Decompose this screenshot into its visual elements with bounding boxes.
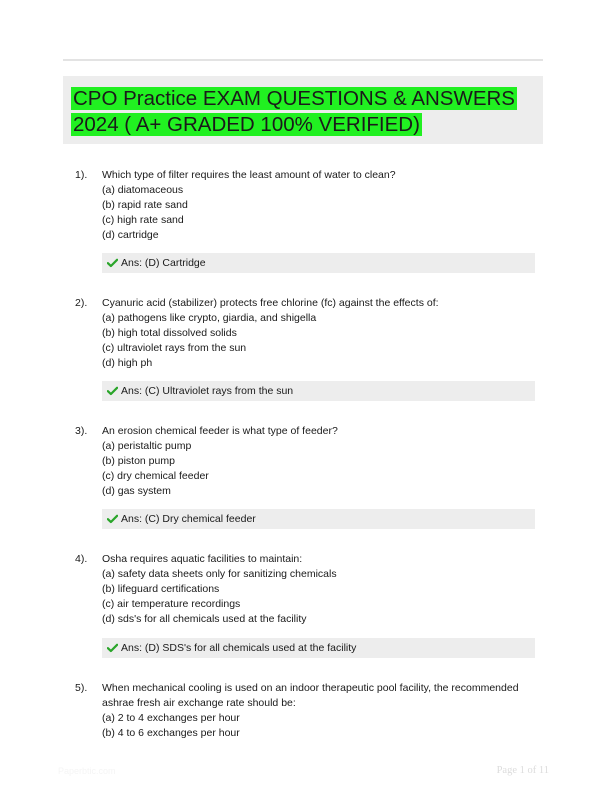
answer-box bbox=[102, 638, 535, 658]
title-line-1: CPO Practice EXAM QUESTIONS & ANSWERS bbox=[73, 87, 515, 110]
top-divider bbox=[63, 59, 543, 61]
title-banner bbox=[63, 76, 543, 144]
question-number: 3). bbox=[75, 425, 88, 437]
option-a: (a) pathogens like crypto, giardia, and shigella bbox=[102, 312, 317, 324]
option-b: (b) 4 to 6 exchanges per hour bbox=[102, 727, 240, 739]
answer-text: Ans: (C) Ultraviolet rays from the sun bbox=[121, 385, 294, 397]
footer-site-watermark: Paperbtic.com bbox=[58, 766, 116, 776]
answer-box bbox=[102, 381, 535, 401]
option-a: (a) 2 to 4 exchanges per hour bbox=[102, 712, 240, 724]
option-d: (d) cartridge bbox=[102, 229, 159, 241]
option-a: (a) peristaltic pump bbox=[102, 440, 192, 452]
answer-box bbox=[102, 509, 535, 529]
question-number: 2). bbox=[75, 297, 88, 309]
option-a: (a) safety data sheets only for sanitizing chemicals bbox=[102, 568, 337, 580]
title-line-2: 2024 ( A+ GRADED 100% VERIFIED) bbox=[73, 113, 420, 136]
question-number: 5). bbox=[75, 682, 88, 694]
answer-text: Ans: (D) Cartridge bbox=[121, 257, 206, 269]
option-b: (b) lifeguard certifications bbox=[102, 583, 220, 595]
page-title bbox=[71, 86, 531, 138]
option-d: (d) high ph bbox=[102, 357, 153, 369]
option-b: (b) piston pump bbox=[102, 455, 175, 467]
answer-text: Ans: (D) SDS's for all chemicals used at the facility bbox=[121, 642, 357, 654]
answer-box bbox=[102, 253, 535, 273]
question-stem: Cyanuric acid (stabilizer) protects free chlorine (fc) against the effects of: bbox=[102, 297, 439, 309]
option-c: (c) air temperature recordings bbox=[102, 598, 241, 610]
option-b: (b) rapid rate sand bbox=[102, 199, 188, 211]
check-icon bbox=[107, 514, 118, 524]
answer-text: Ans: (C) Dry chemical feeder bbox=[121, 513, 256, 525]
option-d: (d) sds's for all chemicals used at the facility bbox=[102, 613, 307, 625]
question-number: 1). bbox=[75, 169, 88, 181]
option-b: (b) high total dissolved solids bbox=[102, 327, 237, 339]
question-stem-line-2: ashrae fresh air exchange rate should be: bbox=[102, 697, 296, 709]
option-c: (c) high rate sand bbox=[102, 214, 184, 226]
check-icon bbox=[107, 386, 118, 396]
option-a: (a) diatomaceous bbox=[102, 184, 184, 196]
check-icon bbox=[107, 258, 118, 268]
option-c: (c) dry chemical feeder bbox=[102, 470, 209, 482]
question-stem: Osha requires aquatic facilities to maintain: bbox=[102, 553, 303, 565]
question-stem-line-1: When mechanical cooling is used on an indoor therapeutic pool facility, the recommended bbox=[102, 682, 519, 694]
check-icon bbox=[107, 643, 118, 653]
option-c: (c) ultraviolet rays from the sun bbox=[102, 342, 247, 354]
question-stem: An erosion chemical feeder is what type of feeder? bbox=[102, 425, 338, 437]
question-stem: Which type of filter requires the least amount of water to clean? bbox=[102, 169, 396, 181]
option-d: (d) gas system bbox=[102, 485, 171, 497]
question-number: 4). bbox=[75, 553, 88, 565]
page-number: Page 1 of 11 bbox=[496, 765, 549, 776]
